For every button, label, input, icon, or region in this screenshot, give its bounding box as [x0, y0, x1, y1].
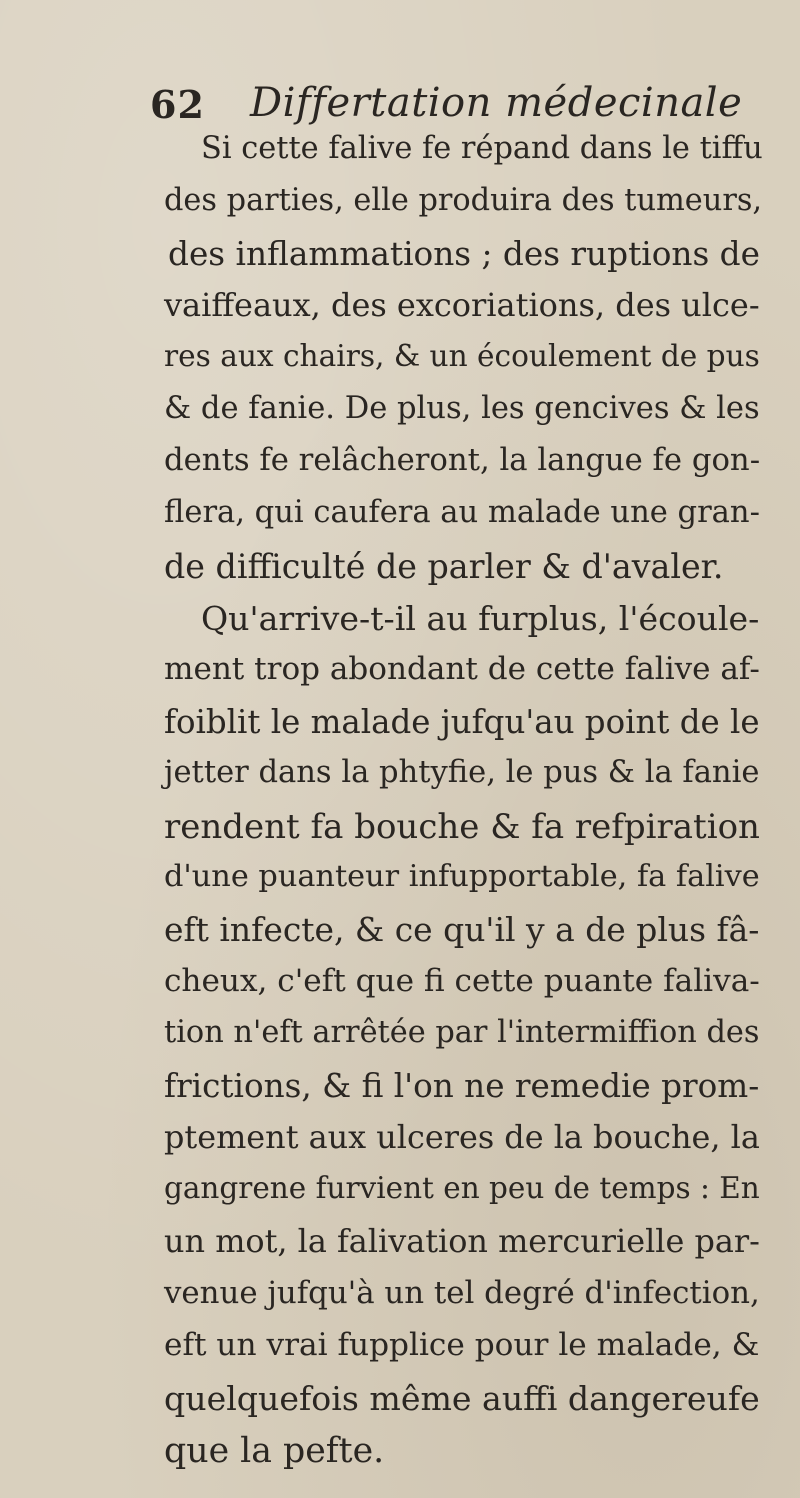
text-line: venue jufqu'à un tel degré d'infection,: [164, 1275, 760, 1311]
running-title: Differtation médecinale: [250, 80, 743, 126]
text-line: tion n'eft arrêtée par l'intermiffion des: [164, 1015, 760, 1050]
text-line: rendent fa bouche & fa refpiration: [164, 807, 760, 847]
text-line: frictions, & fi l'on ne remedie prom-: [164, 1067, 760, 1105]
text-line: dents fe relâcheront, la langue fe gon-: [164, 443, 761, 478]
text-line: cheux, c'eft que fi cette puante faliva-: [164, 963, 760, 999]
text-line: & de fanie. De plus, les gencives & les: [164, 391, 760, 426]
text-line: vaiffeaux, des excoriations, des ulce-: [164, 286, 760, 324]
text-line: d'une puanteur infupportable, fa falive: [164, 859, 760, 894]
text-line: eft infecte, & ce qu'il y a de plus fâ-: [164, 910, 760, 949]
text-line: Qu'arrive-t-il au furplus, l'écoule-: [201, 599, 760, 638]
text-line: un mot, la falivation mercurielle par-: [164, 1222, 760, 1260]
text-line: des parties, elle produira des tumeurs,: [164, 183, 763, 218]
text-line: de difficulté de parler & d'avaler.: [164, 547, 724, 586]
text-line: gangrene furvient en peu de temps : En: [164, 1171, 760, 1205]
page-header: [150, 78, 750, 130]
text-line: jetter dans la phtyfie, le pus & la fanie: [164, 755, 760, 790]
text-line: eft un vrai fupplice pour le malade, &: [164, 1327, 760, 1363]
text-line: ptement aux ulceres de la bouche, la: [164, 1118, 760, 1156]
text-line: foiblit le malade jufqu'au point de le: [164, 703, 760, 741]
text-line: ment trop abondant de cette falive af-: [164, 651, 760, 687]
text-line: des inflammations ; des ruptions de: [168, 235, 760, 273]
text-line: quelquefois même auffi dangereufe: [164, 1379, 760, 1418]
text-line: flera, qui caufera au malade une gran-: [164, 495, 760, 530]
text-line: Si cette falive fe répand dans le tiffu: [201, 131, 763, 166]
text-line: que la pefte.: [164, 1431, 385, 1471]
text-line: res aux chairs, & un écoulement de pus: [164, 339, 760, 373]
page-number: 62: [150, 82, 205, 127]
